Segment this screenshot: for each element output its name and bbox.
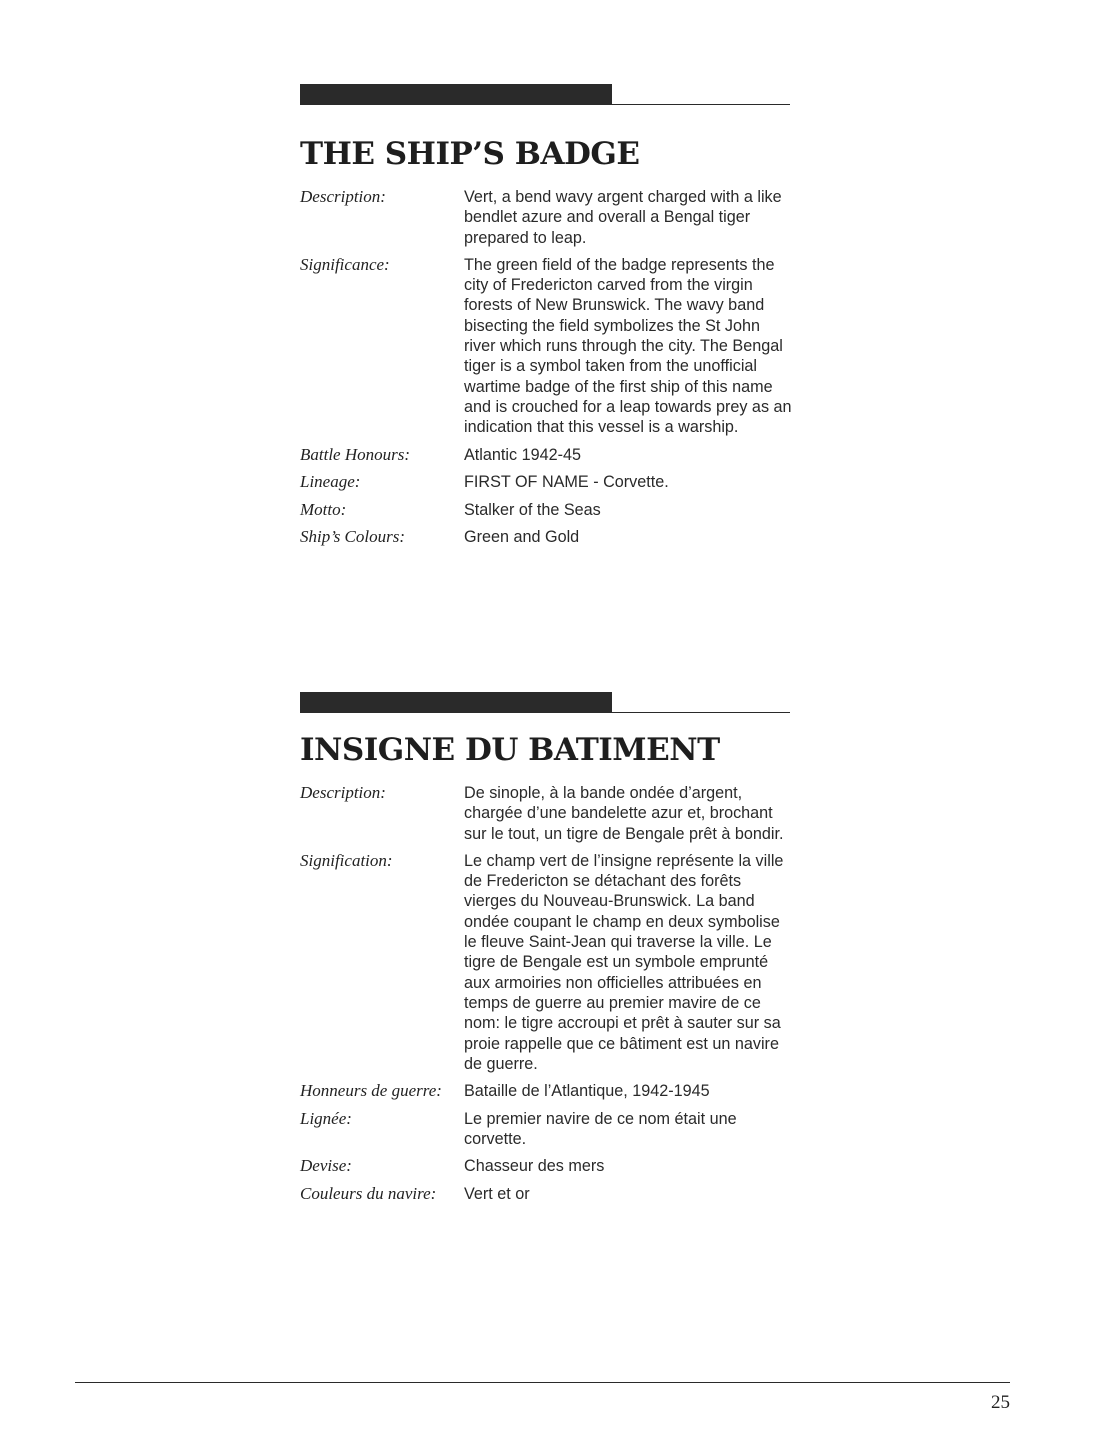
field-row-motto <box>300 500 800 521</box>
badge-details-english <box>300 187 800 555</box>
field-label: Devise: <box>300 1156 352 1176</box>
field-row-signification <box>300 851 800 1074</box>
field-value: De sinople, à la bande ondée d’argent, chargée d’une bandelette azur et, brochant sur le tout, un tigre de Bengale prêt à bondir. <box>464 784 784 843</box>
divider-line <box>300 712 790 713</box>
field-label: Lineage: <box>300 472 361 492</box>
field-value: Vert, a bend wavy argent charged with a like bendlet azure and overall a Bengal tiger prepared to leap. <box>464 188 782 247</box>
field-label: Ship’s Colours: <box>300 527 406 547</box>
field-value: Vert et or <box>464 1184 530 1203</box>
field-label: Description: <box>300 783 386 802</box>
field-row-lineage <box>300 472 800 493</box>
field-value: Le premier navire de ce nom était une corvette. <box>464 1109 737 1148</box>
field-label: Lignée: <box>300 1108 352 1128</box>
field-row-description <box>300 783 800 844</box>
section-divider-french <box>300 692 790 714</box>
field-row-lignee <box>300 1109 800 1150</box>
field-row-devise <box>300 1156 800 1177</box>
field-value: FIRST OF NAME - Corvette. <box>464 473 669 492</box>
field-label: Honneurs de guerre: <box>300 1081 442 1101</box>
divider-line <box>300 104 790 105</box>
field-label: Signification: <box>300 850 393 870</box>
field-row-honneurs <box>300 1081 800 1102</box>
field-value: The green field of the badge represents the city of Fredericton carved from the virgin forests of New Brunswick. The wavy band bisecting the field symbolizes the St John river which runs through the city. The Bengal tiger is a symbol taken from the unofficial wartime badge of the first ship of this name and is crouched for a leap towards prey as an indication that this vessel is a warship. <box>464 255 792 437</box>
field-value: Le champ vert de l’insigne représente la ville de Fredericton se détachant des forêts vierges du Nouveau-Brunswick. La band ondée coupant le champ en deux symbolise le fleuve Saint-Jean qui traverse la ville. Le tigre de Bengale est un symbole emprunté aux armoiries non officielles attribuées en temps de guerre au premier mavire de ce nom: le tigre accroupi et prêt à sauter sur sa proie rappelle que ce bâtiment est un navire de guerre. <box>464 851 784 1073</box>
field-row-ships-colours <box>300 527 800 548</box>
section-divider-english <box>300 84 790 106</box>
section-heading-french: INSIGNE DU BATIMENT <box>300 732 720 768</box>
field-value: Chasseur des mers <box>464 1157 605 1176</box>
field-row-significance <box>300 255 800 438</box>
field-value: Bataille de l’Atlantique, 1942-1945 <box>464 1082 710 1101</box>
page-number: 25 <box>991 1392 1010 1413</box>
section-heading-english: THE SHIP’S BADGE <box>300 136 640 172</box>
divider-bar <box>300 692 612 712</box>
footer-rule <box>75 1382 1010 1383</box>
field-label: Battle Honours: <box>300 444 411 464</box>
field-row-battle-honours <box>300 445 800 466</box>
field-row-description <box>300 187 800 248</box>
field-label: Couleurs du navire: <box>300 1183 437 1203</box>
divider-bar <box>300 84 612 104</box>
field-row-couleurs <box>300 1184 800 1205</box>
field-value: Green and Gold <box>464 528 580 547</box>
field-label: Motto: <box>300 499 347 519</box>
field-value: Atlantic 1942-45 <box>464 445 581 464</box>
badge-details-french <box>300 783 800 1211</box>
field-label: Description: <box>300 187 386 206</box>
field-value: Stalker of the Seas <box>464 500 601 519</box>
field-label: Significance: <box>300 254 390 274</box>
